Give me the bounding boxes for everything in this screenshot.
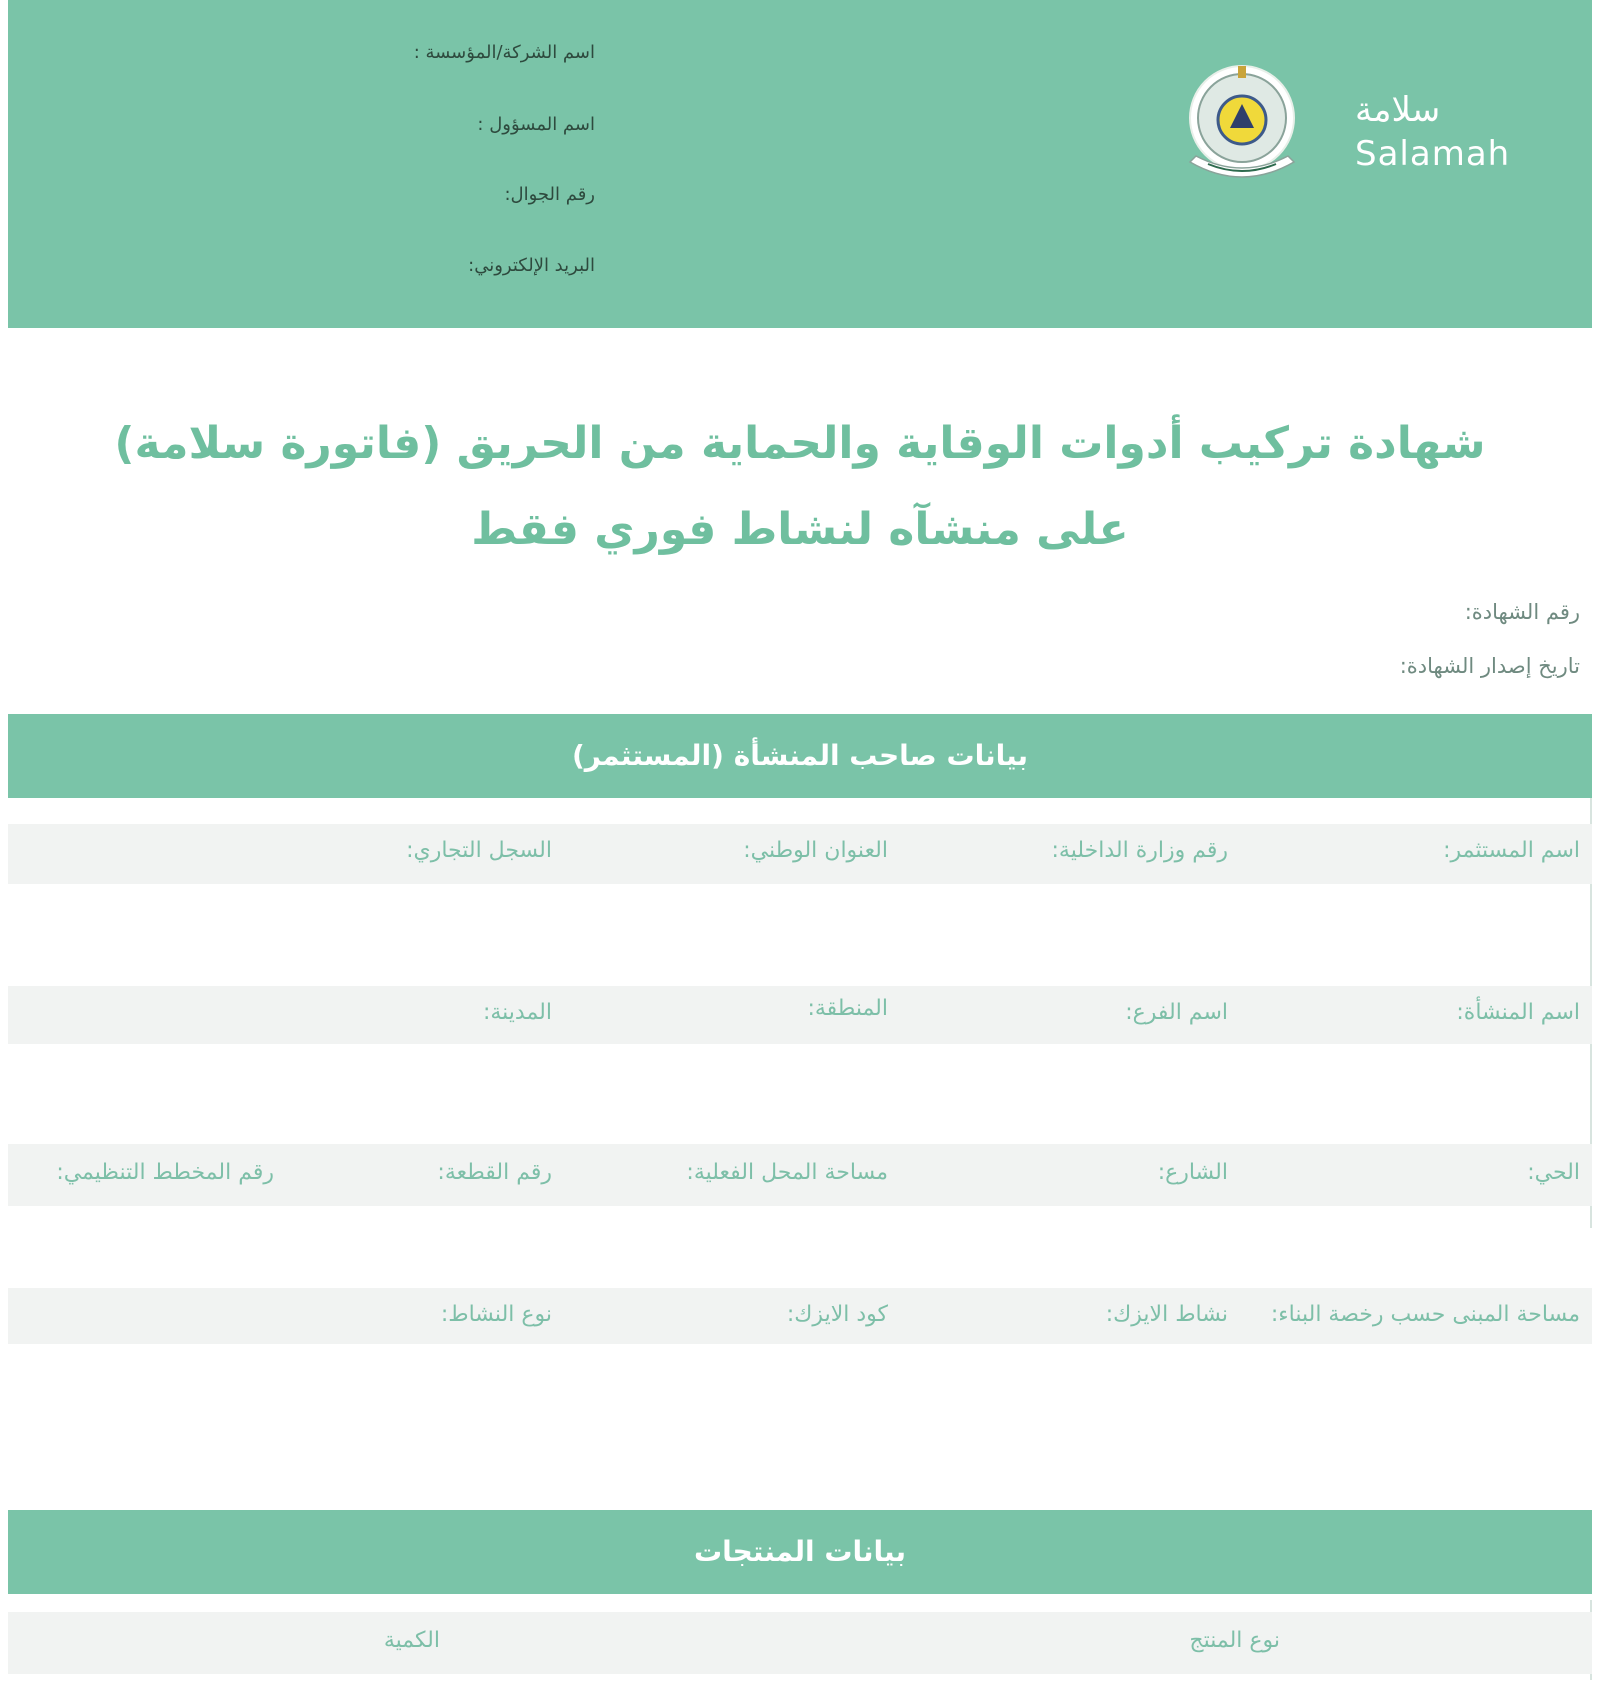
owner-row-2: [8, 986, 1592, 1044]
activity-type-label: نوع النشاط:: [440, 1302, 552, 1327]
quantity-column-header: الكمية: [383, 1628, 440, 1653]
certificate-number-label: رقم الشهادة:: [1464, 600, 1580, 624]
products-header-row: [8, 1612, 1592, 1674]
certificate-title-line1: شهادة تركيب أدوات الوقاية والحماية من الحريق (فاتورة سلامة): [114, 418, 1486, 469]
national-address-label: العنوان الوطني:: [743, 838, 888, 863]
city-label: المدينة:: [482, 1000, 552, 1025]
owner-section-heading: بيانات صاحب المنشأة (المستثمر): [8, 714, 1592, 798]
certificate-issue-date-label: تاريخ إصدار الشهادة:: [1399, 654, 1580, 678]
brand-arabic: سلامة: [1355, 90, 1441, 130]
company-name-label: اسم الشركة/المؤسسة :: [413, 42, 595, 63]
mobile-label: رقم الجوال:: [504, 184, 595, 205]
actual-area-label: مساحة المحل الفعلية:: [686, 1160, 888, 1185]
civil-defense-emblem-icon: [1172, 60, 1312, 190]
branch-name-label: اسم الفرع:: [1125, 1000, 1228, 1025]
street-label: الشارع:: [1157, 1160, 1228, 1185]
certificate-title-line2: على منشآه لنشاط فوري فقط: [471, 504, 1129, 555]
investor-name-label: اسم المستثمر:: [1443, 838, 1580, 863]
isic-activity-label: نشاط الايزك:: [1105, 1302, 1228, 1327]
products-section-heading: بيانات المنتجات: [8, 1510, 1592, 1594]
responsible-name-label: اسم المسؤول :: [477, 114, 595, 135]
email-label: البريد الإلكتروني:: [468, 255, 595, 276]
plot-number-label: رقم القطعة:: [437, 1160, 552, 1185]
isic-code-label: كود الايزك:: [786, 1302, 888, 1327]
brand-english: Salamah: [1355, 134, 1511, 174]
moi-number-label: رقم وزارة الداخلية:: [1051, 838, 1228, 863]
plan-number-label: رقم المخطط التنظيمي:: [56, 1160, 274, 1185]
district-label: الحي:: [1527, 1160, 1580, 1185]
brand-logo-text: [1355, 88, 1510, 176]
facility-name-label: اسم المنشأة:: [1456, 1000, 1580, 1025]
building-area-label: مساحة المبنى حسب رخصة البناء:: [1270, 1302, 1580, 1327]
product-type-column-header: نوع المنتج: [1189, 1628, 1280, 1653]
region-label: المنطقة:: [807, 996, 888, 1021]
commercial-register-label: السجل التجاري:: [406, 838, 552, 863]
